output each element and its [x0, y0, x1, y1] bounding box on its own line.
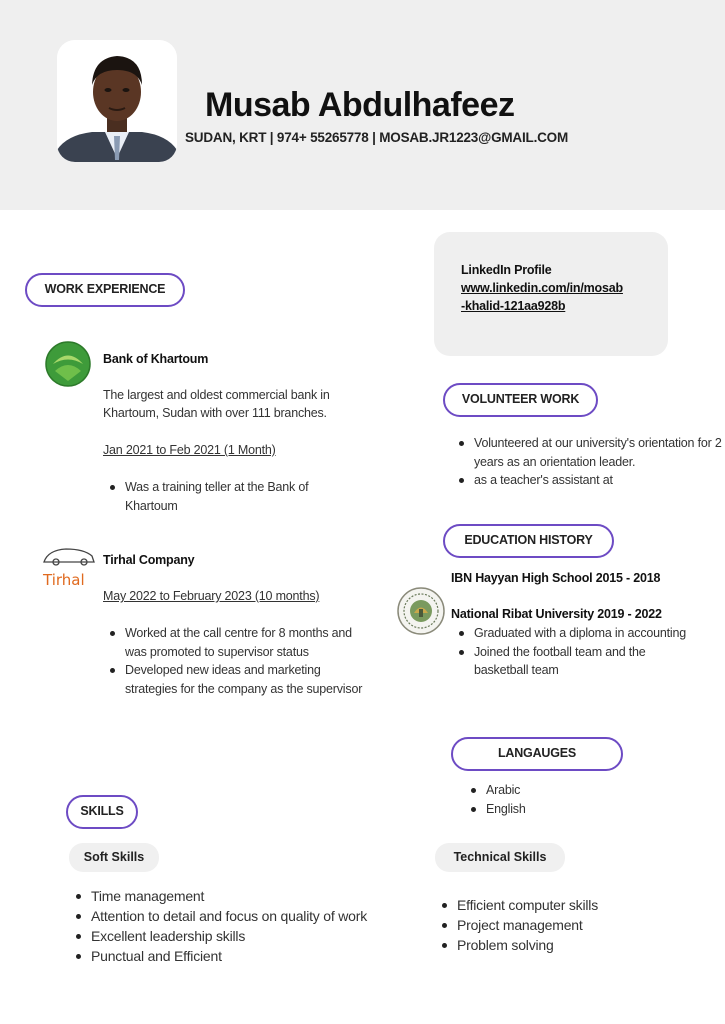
volunteer-bullets	[456, 434, 724, 490]
soft-skills-list	[73, 886, 411, 966]
bank-of-khartoum-logo	[45, 341, 91, 387]
skills-heading: SKILLS	[66, 795, 138, 829]
university-seal	[397, 587, 445, 635]
technical-skills-label: Technical Skills	[435, 843, 565, 872]
linkedin-label: LinkedIn Profile	[461, 263, 552, 277]
list-item: as a teacher's assistant at	[474, 471, 724, 490]
education-heading: EDUCATION HISTORY	[443, 524, 614, 558]
list-item: English	[486, 800, 636, 819]
contact-line: SUDAN, KRT | 974+ 55265778 | MOSAB.JR1223@GMAIL.COM	[185, 130, 569, 145]
list-item: Developed new ideas and marketing strategies for the company as the supervisor	[125, 661, 365, 698]
list-item: Worked at the call centre for 8 months and was promoted to supervisor status	[125, 624, 365, 661]
bank-description-line2: Khartoum, Sudan with over 111 branches.	[103, 406, 327, 420]
linkedin-url-line2[interactable]: -khalid-121aa928b	[461, 299, 566, 313]
volunteer-heading: VOLUNTEER WORK	[443, 383, 598, 417]
languages-heading: LANGAUGES	[451, 737, 623, 771]
list-item: Excellent leadership skills	[91, 926, 411, 946]
university: National Ribat University 2019 - 2022	[451, 607, 662, 621]
tirhal-logo-text: Tirhal	[43, 571, 85, 589]
high-school: IBN Hayyan High School 2015 - 2018	[451, 571, 661, 585]
list-item: Time management	[91, 886, 411, 906]
list-item: Graduated with a diploma in accounting	[474, 624, 694, 643]
list-item: Arabic	[486, 781, 636, 800]
languages-list	[468, 781, 636, 818]
list-item: Punctual and Efficient	[91, 946, 411, 966]
linkedin-url-line1[interactable]: www.linkedin.com/in/mosab	[461, 281, 623, 295]
bank-bullets	[107, 478, 355, 515]
list-item: Attention to detail and focus on quality of work	[91, 906, 411, 926]
candidate-name: Musab Abdulhafeez	[205, 86, 515, 124]
soft-skills-label: Soft Skills	[69, 843, 159, 872]
tirhal-dates: May 2022 to February 2023 (10 months)	[103, 589, 320, 603]
list-item: Efficient computer skills	[457, 895, 707, 915]
list-item: Was a training teller at the Bank of Khartoum	[125, 478, 355, 515]
list-item: Joined the football team and the basketball team	[474, 643, 694, 680]
list-item: Project management	[457, 915, 707, 935]
bank-dates: Jan 2021 to Feb 2021 (1 Month)	[103, 443, 276, 457]
university-bullets	[456, 624, 694, 680]
bank-company-name: Bank of Khartoum	[103, 352, 209, 366]
list-item: Problem solving	[457, 935, 707, 955]
work-experience-heading: WORK EXPERIENCE	[25, 273, 185, 307]
list-item: Volunteered at our university's orientation for 2 years as an orientation leader.	[474, 434, 724, 471]
technical-skills-list	[439, 895, 707, 955]
tirhal-logo	[40, 542, 98, 592]
bank-description-line1: The largest and oldest commercial bank in	[103, 388, 330, 402]
tirhal-company-name: Tirhal Company	[103, 553, 195, 567]
profile-photo	[57, 40, 177, 162]
tirhal-bullets	[107, 624, 365, 698]
